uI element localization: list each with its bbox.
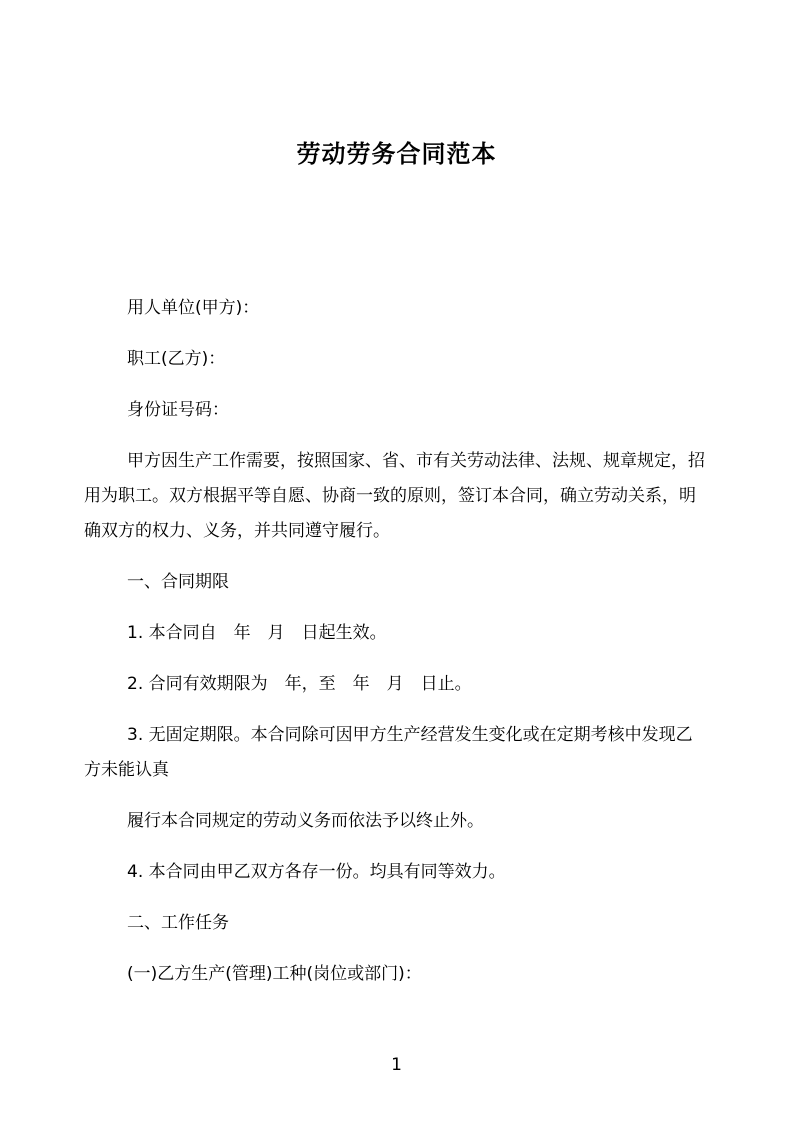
employee-field-label: 职工(乙方)： [127,349,226,369]
section-1-heading: 一、合同期限 [127,572,229,592]
document-title: 劳动劳务合同范本 [296,140,497,168]
page-number: 1 [391,1055,402,1075]
clause-1-2: 2. 合同有效期限为 年，至 年 月 日止。 [127,674,472,694]
employer-field-label: 用人单位(甲方)： [127,298,260,318]
clause-1-4: 4. 本合同由甲乙双方各存一份。均具有同等效力。 [127,862,506,882]
intro-paragraph: 甲方因生产工作需要，按照国家、省、市有关劳动法律、法规、规章规定，招用为职工。双方根据平等自愿、协商一致的原则，签订本合同，确立劳动关系，明确双方的权力、义务，并共同遵守履行。 [84,451,705,541]
clause-2-1: (一)乙方生产(管理)工种(岗位或部门)： [127,964,422,984]
section-2-heading: 二、工作任务 [127,913,229,933]
clause-1-3: 3. 无固定期限。本合同除可因甲方生产经营发生变化或在定期考核中发现乙方未能认真 [84,725,693,780]
clause-1-3-continuation: 履行本合同规定的劳动义务而依法予以终止外。 [127,811,484,831]
id-number-field-label: 身份证号码： [127,400,229,420]
clause-1-1: 1. 本合同自 年 月 日起生效。 [127,623,387,643]
